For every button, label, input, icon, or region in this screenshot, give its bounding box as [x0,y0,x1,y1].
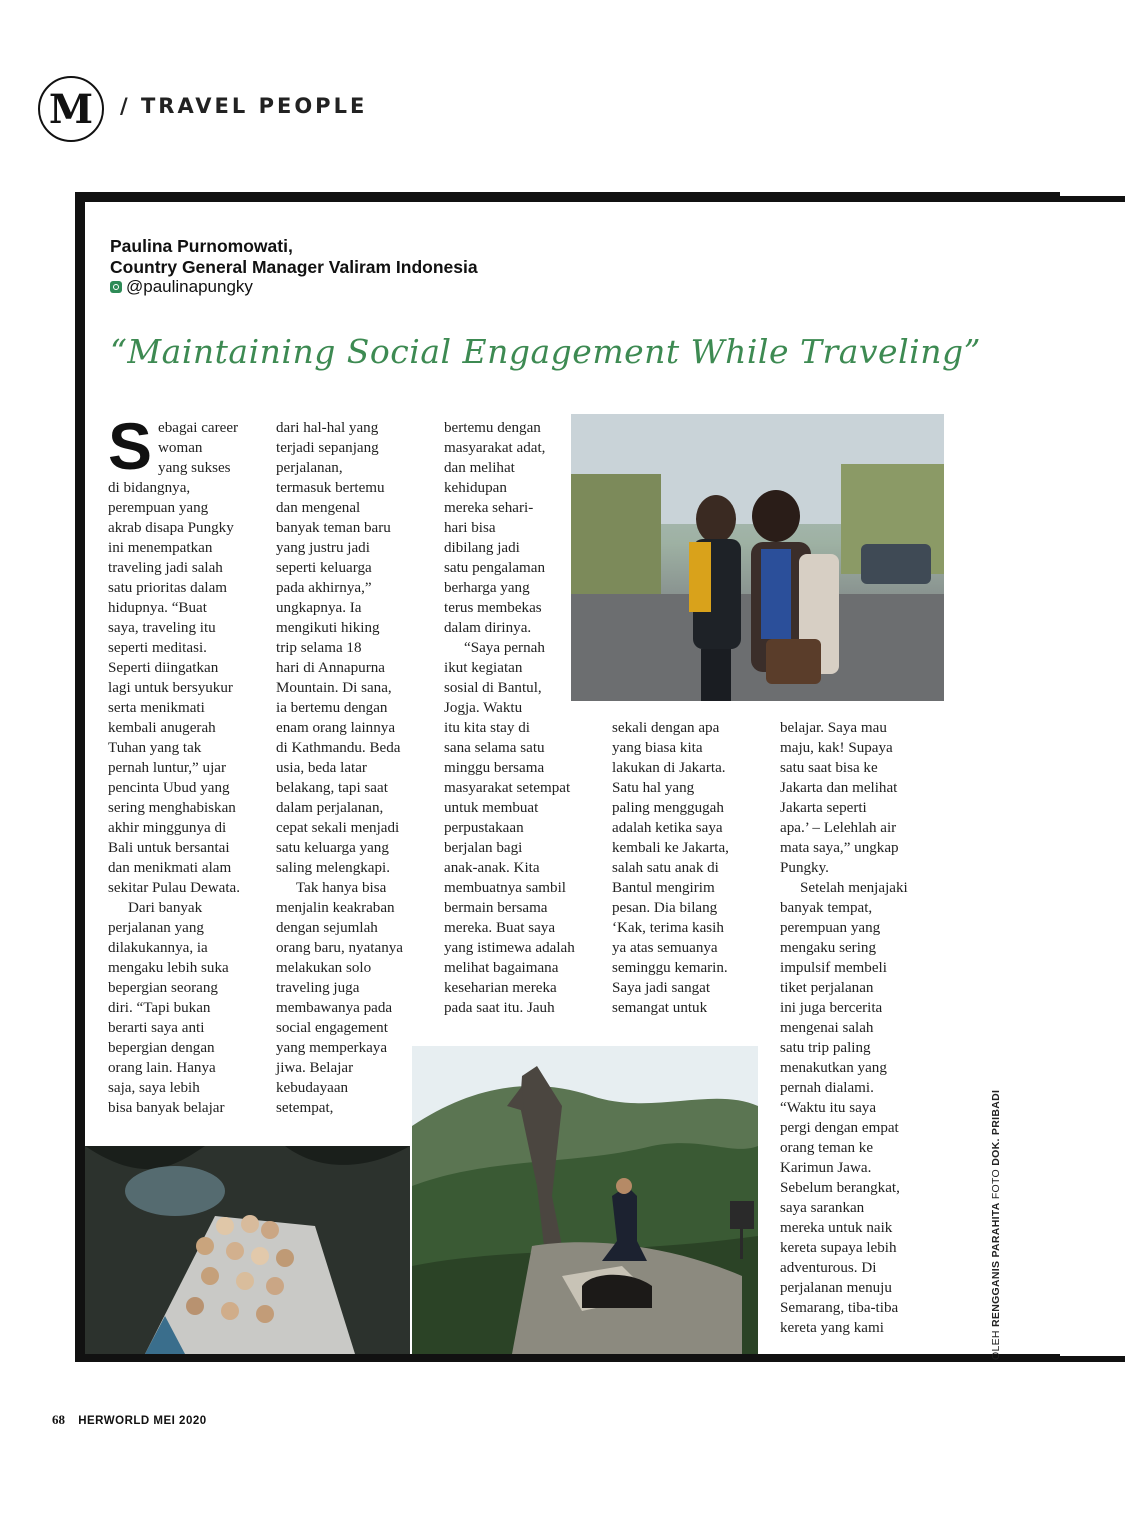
photo-two-women-street-art [571,414,944,701]
col2-line: dari hal-hal yang [276,420,379,436]
magazine-issue: HERWORLD MEI 2020 [78,1415,207,1427]
col2-line: social engagement [276,1020,388,1036]
col1-line: seperti meditasi. [108,640,207,656]
col2-line: termasuk bertemu [276,480,385,496]
col1-line: pencinta Ubud yang [108,780,230,796]
col5-line: satu saat bisa ke [780,760,878,776]
col4-line: kembali ke Jakarta, [612,840,729,856]
col5-line: impulsif membeli [780,960,887,976]
col3-line: anak-anak. Kita [444,860,540,876]
col4-line: seminggu kemarin. [612,960,728,976]
col5-line: pernah dialami. [780,1080,874,1096]
col1-line: dan menikmati alam [108,860,232,876]
col2-line: yang justru jadi [276,540,370,556]
col2-line: hari di Annapurna [276,660,385,676]
col2-line: ia bertemu dengan [276,700,388,716]
col4-line: ya atas semuanya [612,940,718,956]
col1-line: ebagai career [158,420,239,436]
col3-line: perpustakaan [444,820,524,836]
col4-line: sekali dengan apa [612,720,720,736]
col1-line: sering menghabiskan [108,800,236,816]
col2-line: Mountain. Di sana, [276,680,392,696]
col2-line: trip selama 18 [276,640,362,656]
frame-top-border [75,192,1060,202]
col4-line: pesan. Dia bilang [612,900,718,916]
col1-line: mengaku lebih suka [108,960,229,976]
col1-line: bepergian dengan [108,1040,215,1056]
col3-line: berharga yang [444,580,530,596]
col2-line: dan mengenal [276,500,361,516]
col3-line: kehidupan [444,480,507,496]
col2-line: di Kathmandu. Beda [276,740,401,756]
col3-line: untuk membuat [444,800,539,816]
col3-line: hari bisa [444,520,496,536]
col5-line: banyak tempat, [780,900,873,916]
col3-line: mereka sehari- [444,500,534,516]
col4-line: salah satu anak di [612,860,719,876]
photo-two-women-street [571,414,944,701]
col3-line: sana selama satu [444,740,545,756]
col5-line: perjalanan menuju [780,1280,892,1296]
col3-line: masyarakat setempat [444,780,571,796]
col1-line: diri. “Tapi bukan [108,1000,211,1016]
col5-line: Jakarta seperti [780,800,867,816]
col5-line: Setelah menjajaki [800,880,908,896]
col1-line: ini menempatkan [108,540,213,556]
col2-line: saling melengkapi. [276,860,391,876]
col3-line: “Saya pernah [464,640,545,656]
col1-line: akhir minggunya di [108,820,227,836]
article-column-4 [612,718,772,1018]
col2-line: yang memperkaya [276,1040,388,1056]
col5-line: mengenai salah [780,1020,874,1036]
col5-line: kereta yang kami [780,1320,884,1336]
credit-foto: FOTO [990,1168,1002,1200]
col3-line: membuatnya sambil [444,880,566,896]
photo-credit [990,1090,1002,1360]
col5-line: “Waktu itu saya [780,1100,877,1116]
col1-line: saja, saya lebih [108,1080,200,1096]
col2-line: mengikuti hiking [276,620,380,636]
col2-line: satu keluarga yang [276,840,389,856]
col2-line: banyak teman baru [276,520,391,536]
col1-line: serta menikmati [108,700,205,716]
col2-line: ungkapnya. Ia [276,600,362,616]
magazine-logo: M [38,76,104,142]
col4-line: yang biasa kita [612,740,703,756]
credit-photo-source: DOK. PRIBADI [990,1089,1002,1166]
photo-mountain-lookout [412,1046,758,1354]
col2-line: belakang, tapi saat [276,780,388,796]
col1-line: Dari banyak [128,900,203,916]
photo-mountain-lookout-art [412,1046,758,1354]
col1-line: traveling jadi salah [108,560,223,576]
col2-line: Tak hanya bisa [296,880,387,896]
col3-line: pada saat itu. Jauh [444,1000,555,1016]
col3-line: sosial di Bantul, [444,680,542,696]
col1-line: Seperti diingatkan [108,660,219,676]
page-number: 68 [52,1412,65,1427]
col3-line: mereka. Buat saya [444,920,556,936]
col5-line: Pungky. [780,860,829,876]
instagram-handle [110,277,253,297]
frame-bottom-border [75,1354,1060,1362]
col3-line: dan melihat [444,460,515,476]
photo-group-boat-art [85,1146,410,1354]
page-footer [52,1412,207,1428]
col4-line: Bantul mengirim [612,880,715,896]
col4-line: ‘Kak, terima kasih [612,920,724,936]
col4-line: Satu hal yang [612,780,695,796]
col5-line: pergi dengan empat [780,1120,899,1136]
article-title: “Maintaining Social Engagement While Traveling” [110,332,981,371]
credit-oleh: OLEH [990,1330,1002,1360]
section-label: / TRAVEL PEOPLE [120,94,368,118]
article-column-5 [780,718,940,1338]
col4-line: lakukan di Jakarta. [612,760,726,776]
col4-line: Saya jadi sangat [612,980,711,996]
col1-line: perjalanan yang [108,920,204,936]
col2-line: jiwa. Belajar [276,1060,354,1076]
col3-line: ikut kegiatan [444,660,523,676]
col2-line: melakukan solo [276,960,372,976]
col3-line: terus membekas [444,600,542,616]
col5-line: menakutkan yang [780,1060,887,1076]
col5-line: mengaku sering [780,940,876,956]
col3-line: dalam dirinya. [444,620,532,636]
frame-top-border-extension [1060,196,1125,202]
col2-line: perjalanan, [276,460,343,476]
col5-line: belajar. Saya mau [780,720,887,736]
col4-line: paling menggugah [612,800,724,816]
col3-line: keseharian mereka [444,980,557,996]
col3-line: berjalan bagi [444,840,523,856]
col1-line: lagi untuk bersyukur [108,680,233,696]
col1-line: satu prioritas dalam [108,580,228,596]
col2-line: orang baru, nyatanya [276,940,403,956]
col3-line: masyarakat adat, [444,440,546,456]
col5-line: ini juga bercerita [780,1000,883,1016]
col1-line: akrab disapa Pungky [108,520,234,536]
col3-line: dibilang jadi [444,540,520,556]
col5-line: Semarang, tiba-tiba [780,1300,899,1316]
col5-line: mata saya,” ungkap [780,840,899,856]
col2-line: enam orang lainnya [276,720,396,736]
col1-line: di bidangnya, [108,480,191,496]
col1-line: bepergian seorang [108,980,218,996]
col1-line: woman [158,440,203,456]
col2-line: dengan sejumlah [276,920,378,936]
col2-line: setempat, [276,1100,334,1116]
person-name: Paulina Purnomowati, [110,236,293,256]
col2-line: terjadi sepanjang [276,440,379,456]
col5-line: saya sarankan [780,1200,865,1216]
col1-line: Tuhan yang tak [108,740,202,756]
col2-line: traveling juga [276,980,360,996]
col5-line: satu trip paling [780,1040,871,1056]
col3-line: satu pengalaman [444,560,546,576]
col5-line: perempuan yang [780,920,881,936]
col5-line: apa.’ – Lelehlah air [780,820,897,836]
col5-line: mereka untuk naik [780,1220,893,1236]
frame-bottom-border-extension [1060,1356,1125,1362]
col1-line: dilakukannya, ia [108,940,208,956]
col2-line: cepat sekali menjadi [276,820,400,836]
col1-line: saya, traveling itu [108,620,216,636]
col1-line: perempuan yang [108,500,209,516]
frame-left-border [75,192,85,1362]
col3-line: bermain bersama [444,900,548,916]
col2-line: membawanya pada [276,1000,393,1016]
col1-line: Bali untuk bersantai [108,840,230,856]
article-column-3 [444,418,604,1018]
col1-line: sekitar Pulau Dewata. [108,880,241,896]
col5-line: Jakarta dan melihat [780,780,898,796]
col2-line: menjalin keakraban [276,900,395,916]
col2-line: seperti keluarga [276,560,372,576]
col5-line: kereta supaya lebih [780,1240,897,1256]
col5-line: adventurous. Di [780,1260,877,1276]
col1-line: yang sukses [158,460,231,476]
col5-line: tiket perjalanan [780,980,874,996]
col1-line: bisa banyak belajar [108,1100,225,1116]
col4-line: adalah ketika saya [612,820,723,836]
col2-line: pada akhirnya,” [276,580,372,596]
col5-line: Karimun Jawa. [780,1160,872,1176]
col3-line: yang istimewa adalah [444,940,575,956]
col4-line: semangat untuk [612,1000,708,1016]
col3-line: bertemu dengan [444,420,541,436]
col3-line: melihat bagaimana [444,960,559,976]
col1-line: hidupnya. “Buat [108,600,207,616]
col2-line: dalam perjalanan, [276,800,384,816]
handle-text: @paulinapungky [126,277,253,296]
col2-line: kebudayaan [276,1080,349,1096]
col1-line: orang lain. Hanya [108,1060,216,1076]
col1-line: pernah luntur,” ujar [108,760,227,776]
byline [110,236,478,278]
col3-line: itu kita stay di [444,720,530,736]
col3-line: Jogja. Waktu [444,700,523,716]
col2-line: usia, beda latar [276,760,367,776]
credit-writer: RENGGANIS PARAHITA [990,1202,1002,1327]
col5-line: maju, kak! Supaya [780,740,893,756]
col5-line: Sebelum berangkat, [780,1180,900,1196]
article-column-1 [108,409,273,1118]
instagram-icon [110,281,122,293]
col5-line: orang teman ke [780,1140,874,1156]
col1-line: kembali anugerah [108,720,216,736]
col3-line: minggu bersama [444,760,545,776]
photo-group-boat [85,1146,410,1354]
article-column-2 [276,418,441,1118]
col1-line: berarti saya anti [108,1020,205,1036]
drop-cap: S [108,409,153,483]
person-role: Country General Manager Valiram Indonesia [110,257,478,277]
